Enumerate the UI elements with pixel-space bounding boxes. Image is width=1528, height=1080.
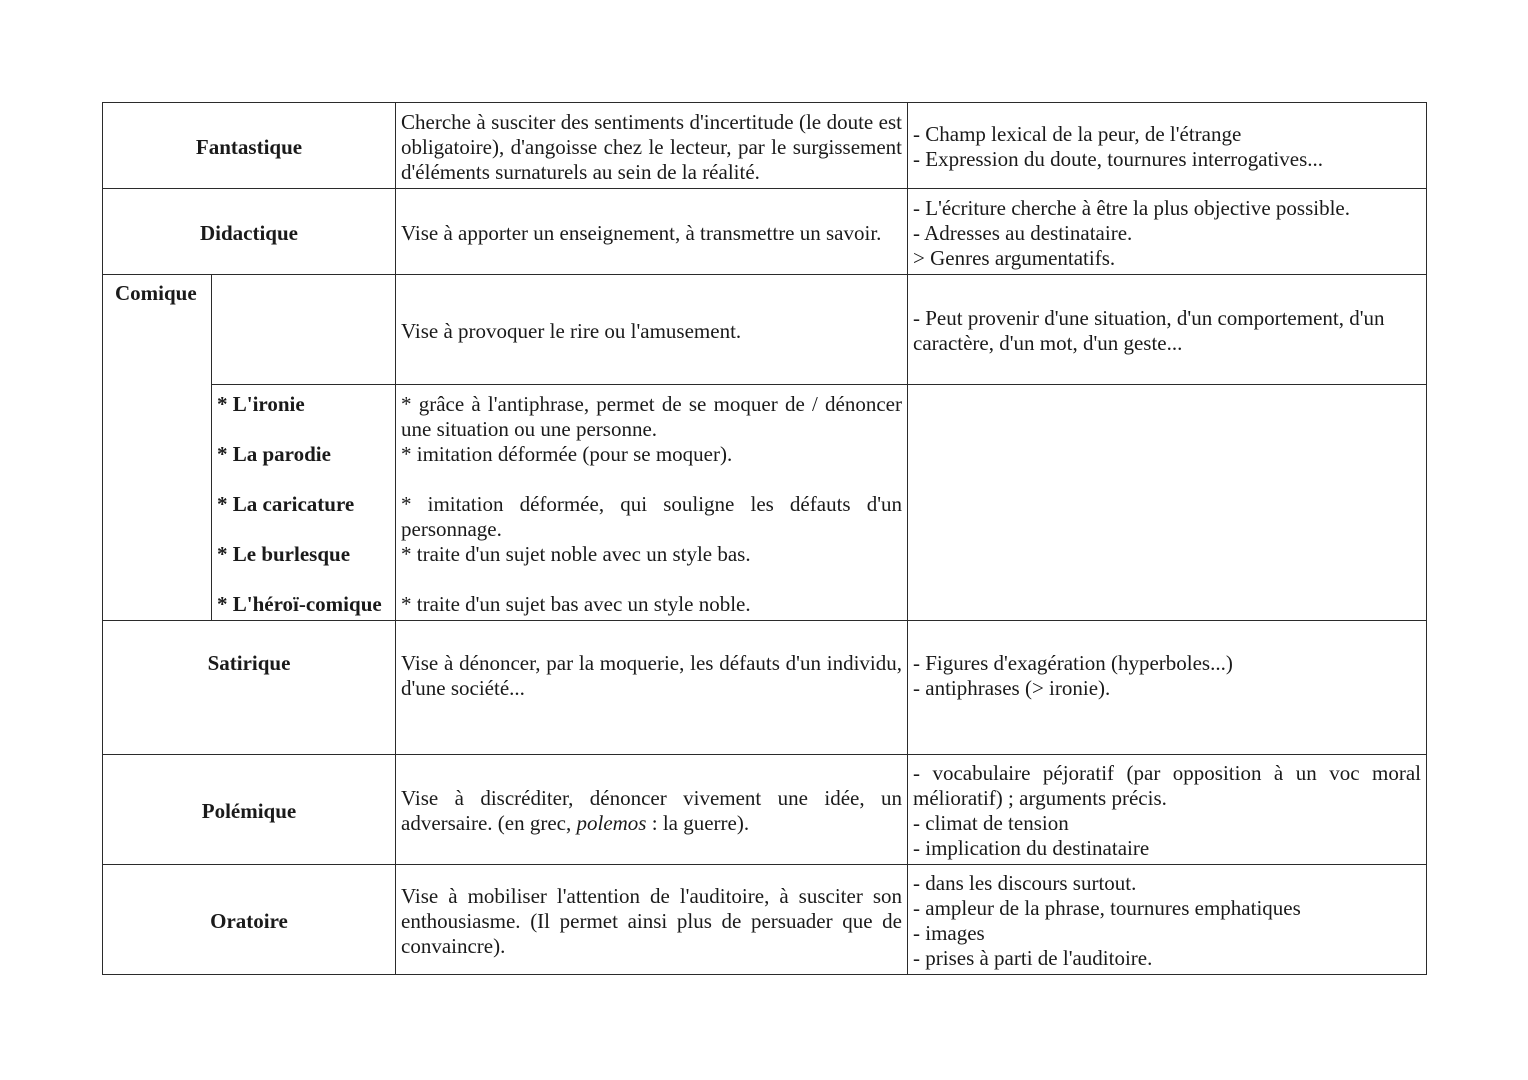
empty-cell	[212, 275, 396, 385]
subtype-definition: * traite d'un sujet bas avec un style noble.	[401, 591, 751, 616]
table-row-fantastique	[103, 103, 1427, 189]
table-row-comique	[103, 275, 1427, 385]
registre-features: - Peut provenir d'une situation, d'un comportement, d'un caractère, d'un mot, d'un geste...	[908, 275, 1427, 385]
registre-definition: Vise à provoquer le rire ou l'amusement.	[396, 275, 908, 385]
registre-name: Polémique	[103, 755, 396, 865]
table-row-didactique	[103, 189, 1427, 275]
subtype-definition: * imitation déformée, qui souligne les défauts d'un personnage.	[401, 491, 902, 541]
table-row-comique-subtypes	[103, 385, 1427, 621]
subtype-definition: * imitation déformée (pour se moquer).	[401, 441, 733, 466]
feature-line: - L'écriture cherche à être la plus objective possible.	[913, 195, 1351, 220]
registre-features	[908, 621, 1427, 755]
registre-definition: Cherche à susciter des sentiments d'incertitude (le doute est obligatoire), d'angoisse chez le lecteur, par le surgissement d'éléments surnaturels au sein de la réalité.	[396, 103, 908, 189]
subtype-names	[212, 385, 396, 621]
feature-line: - implication du destinataire	[913, 836, 1150, 860]
feature-line: - vocabulaire péjoratif (par opposition à un voc moral mélioratif) ; arguments précis.	[913, 761, 1421, 810]
registre-name: Fantastique	[103, 103, 396, 189]
definition-text: Vise à discréditer, dénoncer vivement une idée, un adversaire. (en grec,	[401, 786, 902, 835]
registre-name: Satirique	[103, 621, 396, 755]
feature-line: - prises à parti de l'auditoire.	[913, 946, 1153, 970]
feature-line: - Expression du doute, tournures interrogatives...	[913, 147, 1323, 171]
subtype-definitions	[396, 385, 908, 621]
definition-text: : la guerre).	[646, 811, 750, 835]
registre-name: Comique	[103, 275, 212, 621]
registre-features	[908, 865, 1427, 975]
registre-definition	[396, 755, 908, 865]
registre-definition: Vise à apporter un enseignement, à transmettre un savoir.	[396, 189, 908, 275]
table-row-polemique	[103, 755, 1427, 865]
subtype-name: * Le burlesque	[217, 541, 351, 566]
feature-line: - climat de tension	[913, 811, 1069, 835]
subtype-definition: * grâce à l'antiphrase, permet de se moquer de / dénoncer une situation ou une personne.	[401, 391, 902, 441]
feature-line: - Champ lexical de la peur, de l'étrange	[913, 122, 1242, 146]
registre-definition: Vise à mobiliser l'attention de l'auditoire, à susciter son enthousiasme. (Il permet ainsi plus de persuader que de convaincre).	[396, 865, 908, 975]
subtype-name: * L'héroï-comique	[217, 591, 382, 616]
registre-definition: Vise à dénoncer, par la moquerie, les défauts d'un individu, d'une société...	[396, 621, 908, 755]
feature-line: - Figures d'exagération (hyperboles...)	[913, 651, 1233, 675]
feature-line: - dans les discours surtout.	[913, 871, 1137, 895]
feature-line: > Genres argumentatifs.	[913, 245, 1116, 270]
empty-cell	[908, 385, 1427, 621]
registre-name: Didactique	[103, 189, 396, 275]
feature-line: - images	[913, 921, 985, 945]
table-row-oratoire	[103, 865, 1427, 975]
subtype-name: * L'ironie	[217, 391, 305, 416]
subtype-definition: * traite d'un sujet noble avec un style bas.	[401, 541, 751, 566]
subtype-name: * La parodie	[217, 441, 331, 466]
subtype-name: * La caricature	[217, 491, 355, 516]
registre-features	[908, 755, 1427, 865]
definition-italic: polemos	[576, 811, 647, 835]
registre-name: Oratoire	[103, 865, 396, 975]
table-row-satirique	[103, 621, 1427, 755]
feature-line: - Adresses au destinataire.	[913, 220, 1133, 245]
registres-table	[102, 102, 1427, 975]
feature-line: - antiphrases (> ironie).	[913, 676, 1111, 700]
spacer	[401, 467, 902, 492]
registre-features	[908, 189, 1427, 275]
spacer	[401, 567, 902, 592]
feature-line: - ampleur de la phrase, tournures emphatiques	[913, 896, 1301, 920]
registre-features	[908, 103, 1427, 189]
